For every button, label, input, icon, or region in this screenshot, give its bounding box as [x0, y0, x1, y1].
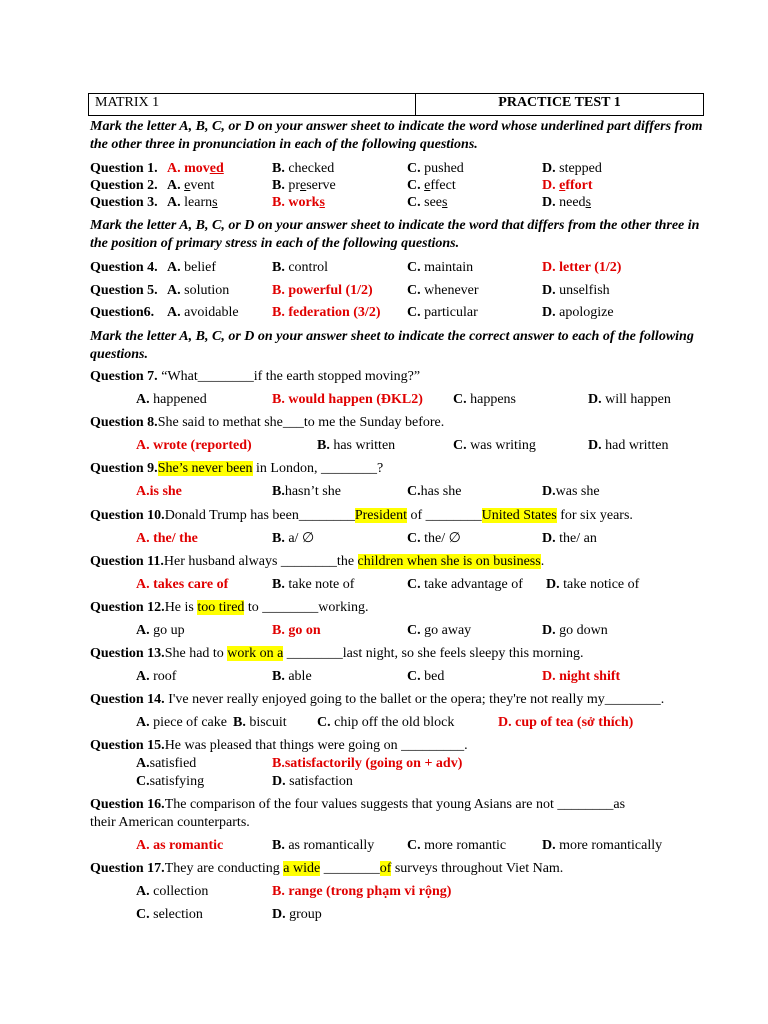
option-d: D. apologize	[542, 305, 614, 320]
option-d: D. needs	[542, 195, 592, 210]
option-d: D. satisfaction	[272, 774, 353, 789]
question-line: Question 9.She’s never been in London, ________?	[90, 461, 384, 476]
option-c: C.satisfying	[136, 774, 205, 789]
question-line: Question 14. I've never really enjoyed going to the ballet or the opera; they're not really my________.	[90, 692, 665, 707]
header-table	[88, 93, 704, 116]
option-a: A. go up	[136, 623, 185, 638]
question-line-continued: their American counterparts.	[90, 815, 250, 830]
option-b: B. as romantically	[272, 838, 375, 853]
option-d: D.was she	[542, 484, 600, 499]
option-c: C. whenever	[407, 283, 479, 298]
option-c: C.has she	[407, 484, 462, 499]
option-b: B.satisfactorily (going on + adv)	[272, 756, 463, 771]
option-b: B. control	[272, 260, 328, 275]
option-b: B. preserve	[272, 178, 336, 193]
header-right: PRACTICE TEST 1	[498, 95, 621, 110]
option-d: D. stepped	[542, 161, 602, 176]
option-c: C. was writing	[453, 438, 536, 453]
option-c: C. bed	[407, 669, 445, 684]
option-b: B. a/ ∅	[272, 531, 315, 546]
option-b: B. range (trong phạm vi rộng)	[272, 884, 452, 899]
option-a: A. roof	[136, 669, 177, 684]
option-b: B. take note of	[272, 577, 355, 592]
option-d: D. go down	[542, 623, 608, 638]
option-a: A. takes care of	[136, 577, 229, 592]
option-c: C. happens	[453, 392, 517, 407]
option-a: A.satisfied	[136, 756, 197, 771]
option-a: A. wrote (reported)	[136, 438, 252, 453]
option-d: D. take notice of	[546, 577, 640, 592]
option-b: B. powerful (1/2)	[272, 283, 373, 298]
option-d: D. effort	[542, 178, 593, 193]
option-a: A. collection	[136, 884, 209, 899]
option-a: A. the/ the	[136, 531, 198, 546]
option-d: D. more romantically	[542, 838, 663, 853]
option-d: D. night shift	[542, 669, 621, 684]
option-d: D. the/ an	[542, 531, 597, 546]
option-a: A. solution	[167, 283, 230, 298]
option-a: A. event	[167, 178, 215, 193]
option-a: A. piece of cake	[136, 715, 227, 730]
question-label: Question 2.	[90, 178, 158, 193]
option-d: D. letter (1/2)	[542, 260, 622, 275]
option-b: B. checked	[272, 161, 335, 176]
option-b: B. go on	[272, 623, 321, 638]
question-line: Question 10.Donald Trump has been________President of ________United States for six years.	[90, 508, 633, 523]
option-d: D. had written	[588, 438, 669, 453]
instruction-correct-answer: Mark the letter A, B, C, or D on your answer sheet to indicate the correct answer to each of the following questions.	[90, 329, 694, 362]
option-b: B.hasn’t she	[272, 484, 341, 499]
question-label: Question 1.	[90, 161, 158, 176]
option-b: B. works	[272, 195, 325, 210]
question-label: Question6.	[90, 305, 155, 320]
question-line: Question 7. “What________if the earth stopped moving?”	[90, 369, 421, 384]
option-c: C. sees	[407, 195, 448, 210]
option-a: A. avoidable	[167, 305, 239, 320]
question-label: Question 4.	[90, 260, 158, 275]
option-c: C. go away	[407, 623, 472, 638]
option-d: D. cup of tea (sở thích)	[498, 715, 634, 730]
option-c: C. selection	[136, 907, 203, 922]
option-a: A. belief	[167, 260, 216, 275]
option-c: C. more romantic	[407, 838, 507, 853]
header-left: MATRIX 1	[89, 94, 416, 115]
option-b: B. has written	[317, 438, 396, 453]
option-d: D. group	[272, 907, 322, 922]
instruction-stress: Mark the letter A, B, C, or D on your answer sheet to indicate the word that differs from the other three in the position of primary stress in each of the following questions.	[90, 218, 700, 251]
option-c: C. particular	[407, 305, 478, 320]
question-line: Question 8.She said to methat she___to me the Sunday before.	[90, 415, 445, 430]
option-d: D. unselfish	[542, 283, 610, 298]
option-c: C. take advantage of	[407, 577, 523, 592]
option-a: A. moved	[167, 161, 224, 176]
option-c: C. the/ ∅	[407, 531, 461, 546]
option-c: C. chip off the old block	[317, 715, 455, 730]
option-a: A.is she	[136, 484, 182, 499]
question-line: Question 13.She had to work on a ________last night, so she feels sleepy this morning.	[90, 646, 584, 661]
option-b: B. biscuit	[233, 715, 287, 730]
option-c: C. maintain	[407, 260, 474, 275]
question-line: Question 16.The comparison of the four values suggests that young Asians are not ________as	[90, 797, 626, 812]
question-line: Question 12.He is too tired to ________working.	[90, 600, 369, 615]
question-line: Question 17.They are conducting a wide ________of surveys throughout Viet Nam.	[90, 861, 564, 876]
question-label: Question 5.	[90, 283, 158, 298]
option-a: A. happened	[136, 392, 207, 407]
option-a: A. learns	[167, 195, 218, 210]
option-a: A. as romantic	[136, 838, 224, 853]
option-c: C. pushed	[407, 161, 464, 176]
option-d: D. will happen	[588, 392, 671, 407]
option-b: B. federation (3/2)	[272, 305, 381, 320]
question-line: Question 11.Her husband always ________the children when she is on business.	[90, 554, 545, 569]
option-b: B. would happen (ĐKL2)	[272, 392, 423, 407]
option-b: B. able	[272, 669, 312, 684]
question-line: Question 15.He was pleased that things were going on _________.	[90, 738, 468, 753]
option-c: C. effect	[407, 178, 456, 193]
question-label: Question 3.	[90, 195, 158, 210]
instruction-pronunciation: Mark the letter A, B, C, or D on your answer sheet to indicate the word whose underlined part differs from the other three in pronunciation in each of the following questions.	[90, 119, 703, 152]
